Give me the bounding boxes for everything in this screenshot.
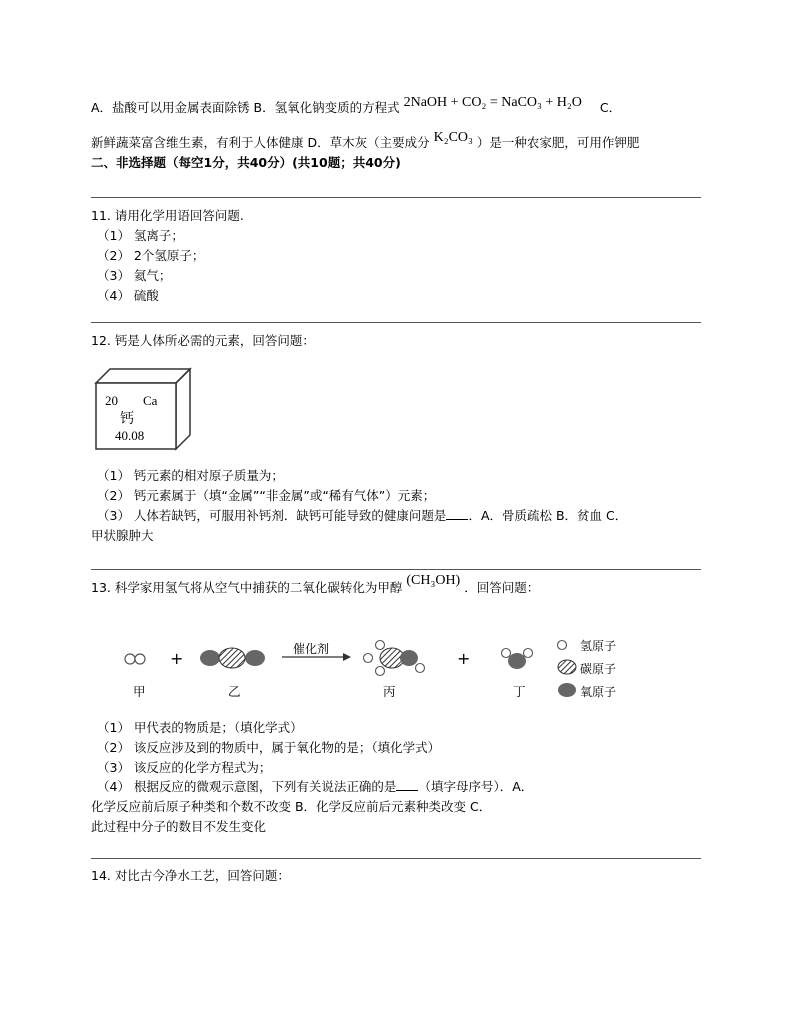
legend-hydrogen-label: 氢原子 [580, 639, 617, 653]
q11-stem: 11. 请用化学用语回答问题. [91, 208, 244, 223]
legend-oxygen-label: 氧原子 [580, 685, 617, 699]
mc-line-2 [91, 130, 640, 152]
carbon-dioxide-molecule-icon [200, 648, 265, 668]
legend-carbon-label: 碳原子 [580, 662, 617, 676]
label-ding: 丁 [513, 684, 526, 699]
q13-stem [91, 573, 540, 597]
element-symbol: Ca [143, 393, 158, 408]
hydrogen-molecule-icon [125, 654, 145, 664]
q14-stem: 14. 对比古今净水工艺，回答问题： [91, 868, 290, 883]
q13-item-1: （1） 甲代表的物质是；（填化学式） [97, 720, 303, 735]
q12-item-3-cont: 甲状腺肿大 [91, 528, 154, 543]
q13-stem-text: 13. 科学家用氢气将从空气中捕获的二氧化碳转化为甲醇 [91, 580, 403, 595]
divider [91, 858, 701, 859]
catalyst-label: 催化剂 [293, 642, 330, 656]
q13-item-4-cont-1: 化学反应前后原子种类和个数不改变 B．化学反应前后元素种类改变 C． [91, 799, 492, 814]
legend-carbon-icon [558, 660, 576, 674]
label-bing: 丙 [383, 684, 396, 699]
q11-item-4: （4） 硫酸 [97, 288, 159, 303]
q12-item-3 [97, 506, 627, 524]
methanol-formula: (CH₃OH) [406, 573, 461, 588]
q13-stem-end: ．回答问题： [464, 580, 540, 595]
section-title: 二、非选择题（每空1分，共40分）(共10题；共40分) [91, 155, 401, 170]
divider [91, 197, 701, 198]
q12-item-1: （1） 钙元素的相对原子质量为； [97, 468, 284, 483]
atomic-number: 20 [105, 393, 118, 408]
q11-item-1: （1） 氢离子； [97, 228, 184, 243]
label-jia: 甲 [133, 684, 146, 699]
divider [91, 569, 701, 570]
mc-option-c-label: C． [599, 100, 622, 115]
mc-option-text-3: ）是一种农家肥，可用作钾肥 [476, 135, 640, 150]
q13-item-4-hint: （填字母序号）．A． [418, 779, 534, 794]
q12-item-3-text: （3） 人体若缺钙，可服用补钙剂．缺钙可能导致的健康问题是 [97, 508, 447, 523]
atomic-mass: 40.08 [115, 428, 145, 443]
answer-blank[interactable] [396, 780, 418, 791]
plus-sign-1: + [170, 649, 184, 668]
mc-option-text: A．盐酸可以用金属表面除锈 B．氢氧化钠变质的方程式 [91, 100, 400, 115]
q11-item-3: （3） 氦气； [97, 268, 172, 283]
q11-item-2: （2） 2个氢原子； [97, 248, 205, 263]
divider [91, 322, 701, 323]
naoh-equation: 2NaOH + CO₂ = NaCO₃ + H₂O [403, 95, 582, 110]
q13-item-4-cont-2: 此过程中分子的数目不发生变化 [91, 819, 267, 834]
answer-blank[interactable] [446, 509, 468, 520]
legend-oxygen-icon [558, 683, 576, 697]
element-name: 钙 [120, 411, 134, 427]
q12-item-2: （2） 钙元素属于（填“金属”“非金属”或“稀有气体”）元素； [97, 488, 436, 503]
mc-line-1 [91, 95, 622, 117]
q12-item-3-options: ．A．骨质疏松 B．贫血 C． [468, 508, 628, 523]
methanol-molecule-icon [364, 641, 425, 676]
mc-option-text-2: 新鲜蔬菜富含维生素，有利于人体健康 D．草木灰（主要成分 [91, 135, 430, 150]
water-molecule-icon [502, 649, 533, 670]
plus-sign-2: + [457, 649, 471, 668]
q13-item-2: （2） 该反应涉及到的物质中，属于氧化物的是；（填化学式） [97, 740, 441, 755]
q13-item-4-text: （4） 根据反应的微观示意图，下列有关说法正确的是 [97, 779, 397, 794]
q12-stem: 12. 钙是人体所必需的元素，回答问题： [91, 333, 315, 348]
q13-item-3: （3） 该反应的化学方程式为； [97, 760, 272, 775]
q13-item-4 [97, 777, 533, 795]
legend-hydrogen-icon [558, 641, 567, 650]
label-yi: 乙 [228, 684, 241, 699]
k2co3-formula: K₂CO₃ [433, 130, 473, 145]
